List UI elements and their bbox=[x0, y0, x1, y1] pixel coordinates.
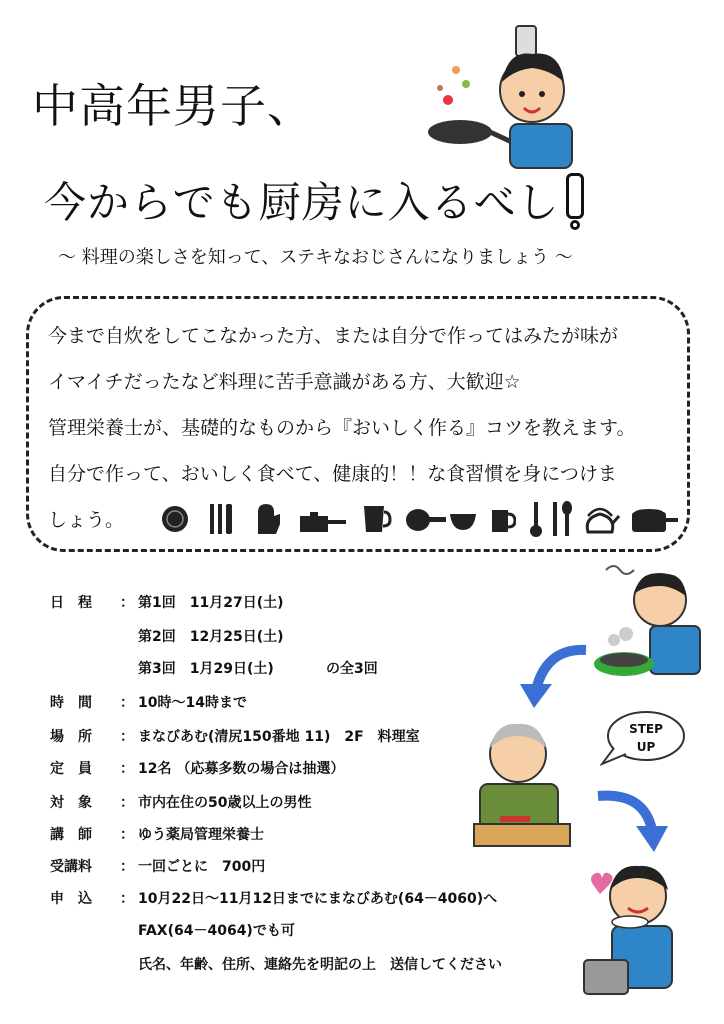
fee-label: 受講料 bbox=[50, 859, 92, 875]
colon: ： bbox=[120, 795, 134, 811]
mug-icon bbox=[490, 506, 516, 534]
intro-line-4: 自分で作って、おいしく食べて、健康的！！な食習慣を身につけま bbox=[48, 463, 617, 485]
colon: ： bbox=[120, 859, 134, 875]
step-label: STEP bbox=[629, 722, 663, 736]
apply-row-2 bbox=[50, 920, 570, 940]
schedule-row-1 bbox=[50, 592, 570, 612]
target-label: 対 象 bbox=[50, 795, 92, 811]
schedule-label: 日 程 bbox=[50, 595, 92, 611]
up-label: UP bbox=[636, 740, 656, 754]
fork-knife-icon bbox=[206, 502, 236, 536]
colon: ： bbox=[120, 827, 134, 843]
fee-value: 一回ごとに 700円 bbox=[138, 859, 266, 875]
colon: ： bbox=[120, 891, 134, 907]
title-line-2 bbox=[44, 170, 584, 230]
time-value: 10時～14時まで bbox=[138, 695, 247, 711]
curved-arrow-icon bbox=[594, 786, 674, 856]
title-line-2-text: 今からでも厨房に入るべし bbox=[44, 178, 560, 227]
measuring-cup-icon bbox=[360, 504, 392, 534]
schedule-total: の全3回 bbox=[326, 661, 378, 677]
capacity-label: 定 員 bbox=[50, 761, 92, 777]
happy-cook-illustration bbox=[578, 856, 698, 1006]
colon: ： bbox=[120, 729, 134, 745]
ladle-icon bbox=[526, 500, 546, 538]
plate-icon bbox=[160, 504, 190, 534]
colon: ： bbox=[120, 595, 134, 611]
apply-row-3 bbox=[50, 954, 570, 974]
kettle-icon bbox=[580, 502, 620, 536]
time-label: 時 間 bbox=[50, 695, 92, 711]
apply-row-1 bbox=[50, 888, 570, 908]
speech-bubble-icon bbox=[600, 710, 686, 766]
curved-arrow-icon bbox=[506, 640, 596, 710]
place-label: 場 所 bbox=[50, 729, 92, 745]
pot-icon bbox=[628, 506, 680, 534]
colon: ： bbox=[120, 695, 134, 711]
apply-line-2: FAX(64－4064)でも可 bbox=[138, 923, 295, 939]
schedule-session-1: 第1回 11月27日(土) bbox=[138, 595, 284, 611]
apply-label: 申 込 bbox=[50, 891, 92, 907]
intro-line-1: 今まで自炊をしてこなかった方、または自分で作ってはみたが味が bbox=[48, 325, 619, 347]
capacity-value: 12名 （応募多数の場合は抽選） bbox=[138, 761, 345, 777]
apply-line-1: 10月22日～11月12日までにまなびあむ(64－4060)へ bbox=[138, 891, 498, 907]
intro-line-2: イマイチだったなど料理に苦手意識がある方、大歓迎☆ bbox=[48, 371, 521, 393]
time-row bbox=[50, 692, 570, 712]
lecturer-value: ゆう薬局管理栄養士 bbox=[138, 827, 264, 843]
title-line-1: 中高年男子、 bbox=[32, 79, 314, 133]
apply-line-3: 氏名、年齢、住所、連絡先を明記の上 送信してください bbox=[138, 957, 502, 973]
schedule-row-2 bbox=[50, 626, 570, 646]
intro-line-5: しょう。 bbox=[48, 509, 125, 531]
colon: ： bbox=[120, 761, 134, 777]
fork-spoon-icon bbox=[550, 500, 574, 538]
frying-pan-icon bbox=[404, 506, 448, 532]
target-value: 市内在住の50歳以上の男性 bbox=[138, 795, 312, 811]
lecturer-label: 講 師 bbox=[50, 827, 92, 843]
exclamation-mark-icon bbox=[566, 173, 584, 219]
senior-cook-illustration bbox=[460, 712, 580, 852]
troubled-cook-illustration bbox=[590, 560, 710, 690]
step-up-speech-bubble bbox=[600, 710, 686, 766]
kitchen-tools-row bbox=[160, 500, 680, 540]
bowl-icon bbox=[448, 510, 478, 532]
saucepan-icon bbox=[298, 510, 348, 534]
intro-line-3: 管理栄養士が、基礎的なものから『おいしく作る』コツを教えます。 bbox=[48, 417, 636, 439]
oven-mitt-icon bbox=[254, 502, 282, 536]
subtitle: ～ 料理の楽しさを知って、ステキなおじさんになりましょう ～ bbox=[58, 247, 573, 268]
schedule-session-3: 第3回 1月29日(土) bbox=[138, 661, 274, 677]
fee-row bbox=[50, 856, 570, 876]
chef-cooking-illustration bbox=[420, 20, 580, 170]
place-value: まなびあむ(清尻150番地 11) 2F 料理室 bbox=[138, 729, 420, 745]
schedule-row-3 bbox=[50, 658, 570, 678]
schedule-session-2: 第2回 12月25日(土) bbox=[138, 629, 284, 645]
